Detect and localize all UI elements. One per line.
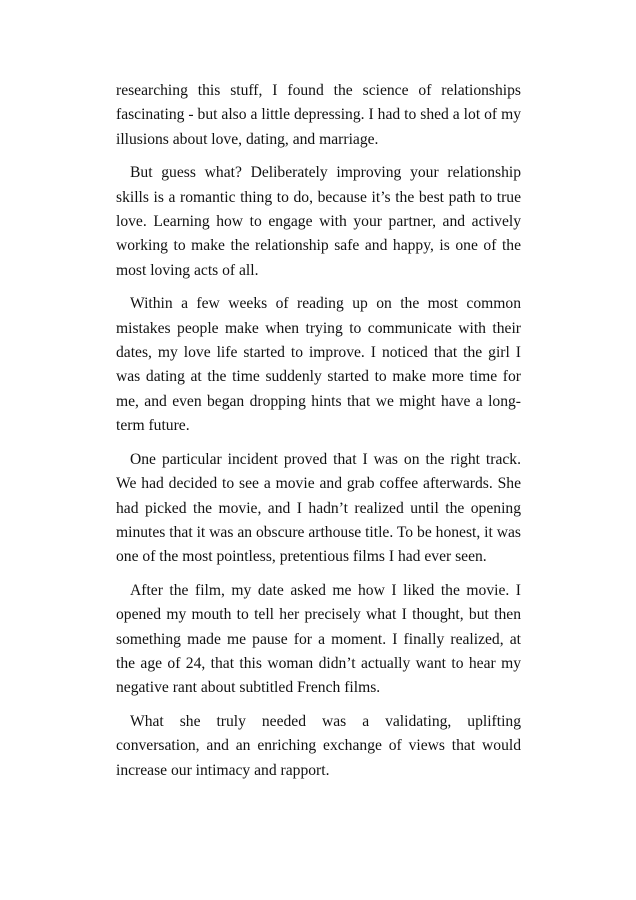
- paragraph-continued: researching this stuff, I found the science of relationships fascinating - but also a little depressing. I had to shed a lot of my illusions about love, dating, and marriage.: [116, 82, 521, 148]
- paragraph: After the film, my date asked me how I liked the movie. I opened my mouth to tell her precisely what I thought, but then something made me pause for a moment. I finally realized, at the age of 24, that this woman didn’t actually want to hear my negative rant about subtitled French films.: [116, 581, 521, 697]
- document-page: [116, 79, 521, 792]
- paragraph: Within a few weeks of reading up on the most common mistakes people make when trying to communicate with their dates, my love life started to improve. I noticed that the girl I was dating at the time suddenly started to make more time for me, and even began dropping hints that we might have a long-term future.: [116, 295, 521, 435]
- paragraph: One particular incident proved that I was on the right track. We had decided to see a movie and grab coffee afterwards. She had picked the movie, and I hadn’t realized until the opening minutes that it was an obscure arthouse title. To be honest, it was one of the most pointless, pretentious films I had ever seen.: [116, 450, 521, 566]
- paragraph: What she truly needed was a validating, uplifting conversation, and an enriching exchange of views that would increase our intimacy and rapport.: [116, 712, 521, 779]
- paragraph: But guess what? Deliberately improving your relationship skills is a romantic thing to do, because it’s the best path to true love. Learning how to engage with your partner, and actively working to make the relationship safe and happy, is one of the most loving acts of all.: [116, 164, 521, 279]
